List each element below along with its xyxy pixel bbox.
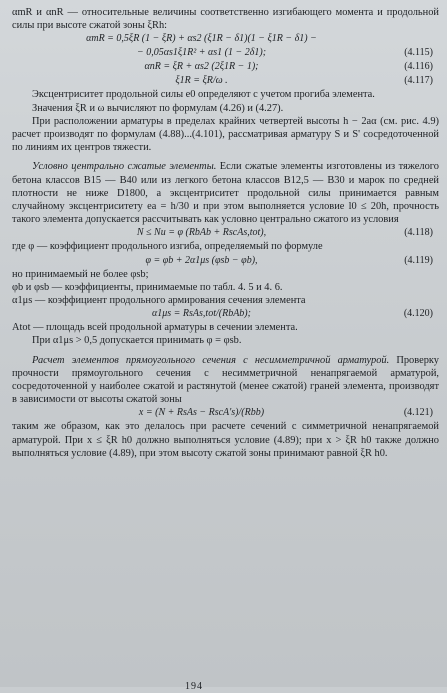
paragraph-reinforcement-ratio: α1μs — коэффициент продольного армирования сечения элемента	[12, 295, 306, 307]
equation-number: (4.119)	[404, 254, 433, 266]
equation-4-116	[12, 60, 439, 74]
page-number: 194	[185, 680, 203, 692]
paragraph-asymmetric-reinforcement	[12, 354, 439, 407]
equation-number: (4.120)	[403, 308, 433, 320]
section-heading: Расчет элементов прямоугольного сечения с несимметричной арматурой.	[32, 354, 390, 366]
paragraph-eccentricity: Эксцентриситет продольной силы e0 определяют с учетом прогиба элемента.	[32, 89, 375, 101]
paragraph-compressed-zone: таким же образом, как это делалось при расчете сечений с симметричной ненапрягаемой арматурой. При x ≤ ξR h0 должно выполняться условие (4.89); при x > ξR h0 также должно выполняться условие (4.89), при этом высоту сжатой зоны принимают равной ξR h0.	[12, 421, 439, 459]
equation-number: (4.115)	[404, 47, 433, 59]
paragraph-xi-omega: Значения ξR и ω вычисляют по формулам (4.26) и (4.27).	[32, 102, 284, 114]
paragraph-phi-limit: но принимаемый не более φsb;	[12, 268, 149, 280]
paragraph-phi-tables: φb и φsb — коэффициенты, принимаемые по табл. 4. 5 и 4. 6.	[12, 281, 283, 293]
equation-text: x = (N + RsAs − RscA's)/(Rbb)	[138, 407, 265, 419]
section-body: Проверку прочности прямоугольного сечения с несимметричной ненапрягаемой арматурой, сосредоточенной у наиболее сжатой и растянутой (менее сжатой) граней элемента, производят в зависимости от высоты сжатой зоны	[12, 354, 439, 406]
equation-text: N ≤ Nu = φ (RbAb + RscAs,tot),	[136, 227, 267, 239]
equation-text: α1μs = RsAs,tot/(RbAb);	[152, 308, 251, 320]
equation-number: (4.121)	[403, 407, 433, 419]
equation-text: φ = φb + 2α1μs (φsb − φb),	[145, 254, 258, 266]
equation-4-115-line1	[12, 32, 439, 46]
equation-text: ξ1R = ξR/ω .	[175, 75, 228, 87]
section-heading: Условно центрально сжатые элементы.	[32, 161, 217, 173]
equation-text: αnR = ξR + αs2 (2ξ1R − 1);	[144, 61, 259, 73]
equation-number: (4.116)	[404, 61, 433, 73]
equation-4-118	[12, 226, 439, 240]
paragraph-phi-definition: где φ — коэффициент продольного изгиба, определяемый по формуле	[12, 241, 323, 253]
section-body: Если сжатые элементы изготовлены из тяжелого бетона классов B15 — B40 или из легкого бетона классов B12,5 — B30 и марок по средней плотности не ниже D1800, а эксцентриситет продольной силы принимается равным случайному эксцентриситету ea = h/30 и при этом выполняется условие l0 ≤ 20h, прочность такого элемента допускается рассчитывать как условно центрально сжатого из условия	[12, 161, 439, 226]
equation-text: − 0,05αs1ξ1R² + αs1 (1 − 2δ1);	[136, 47, 267, 59]
paragraph-alpha-definitions: αmR и αnR — относительные величины соответственно изгибающего момента и продольной силы при высоте сжатой зоны ξRh:	[12, 7, 439, 32]
paragraph-phi-sb-condition: При α1μs > 0,5 допускается принимать φ = φsb.	[32, 335, 242, 347]
equation-4-115-line2	[12, 46, 439, 60]
equation-number: (4.118)	[404, 227, 433, 239]
paragraph-reinforcement-placement: При расположении арматуры в пределах крайних четвертей высоты h − 2aα (см. рис. 4.9) расчет производят по формулам (4.88)...(4.101), рассматривая арматуру S и S' сосредоточенной по линиям их центров тяжести.	[12, 115, 439, 154]
equation-4-117	[12, 74, 439, 88]
equation-4-119	[12, 254, 439, 268]
equation-4-121	[12, 406, 439, 420]
equation-4-120	[12, 307, 439, 321]
equation-number: (4.117)	[404, 75, 433, 87]
equation-text: αmR = 0,5ξR (1 − ξR) + αs2 (ξ1R − δ1)(1 − ξ1R − δ1) −	[86, 33, 317, 45]
paragraph-atot-definition: Atot — площадь всей продольной арматуры в сечении элемента.	[12, 322, 298, 334]
paragraph-centrally-compressed	[12, 160, 439, 226]
